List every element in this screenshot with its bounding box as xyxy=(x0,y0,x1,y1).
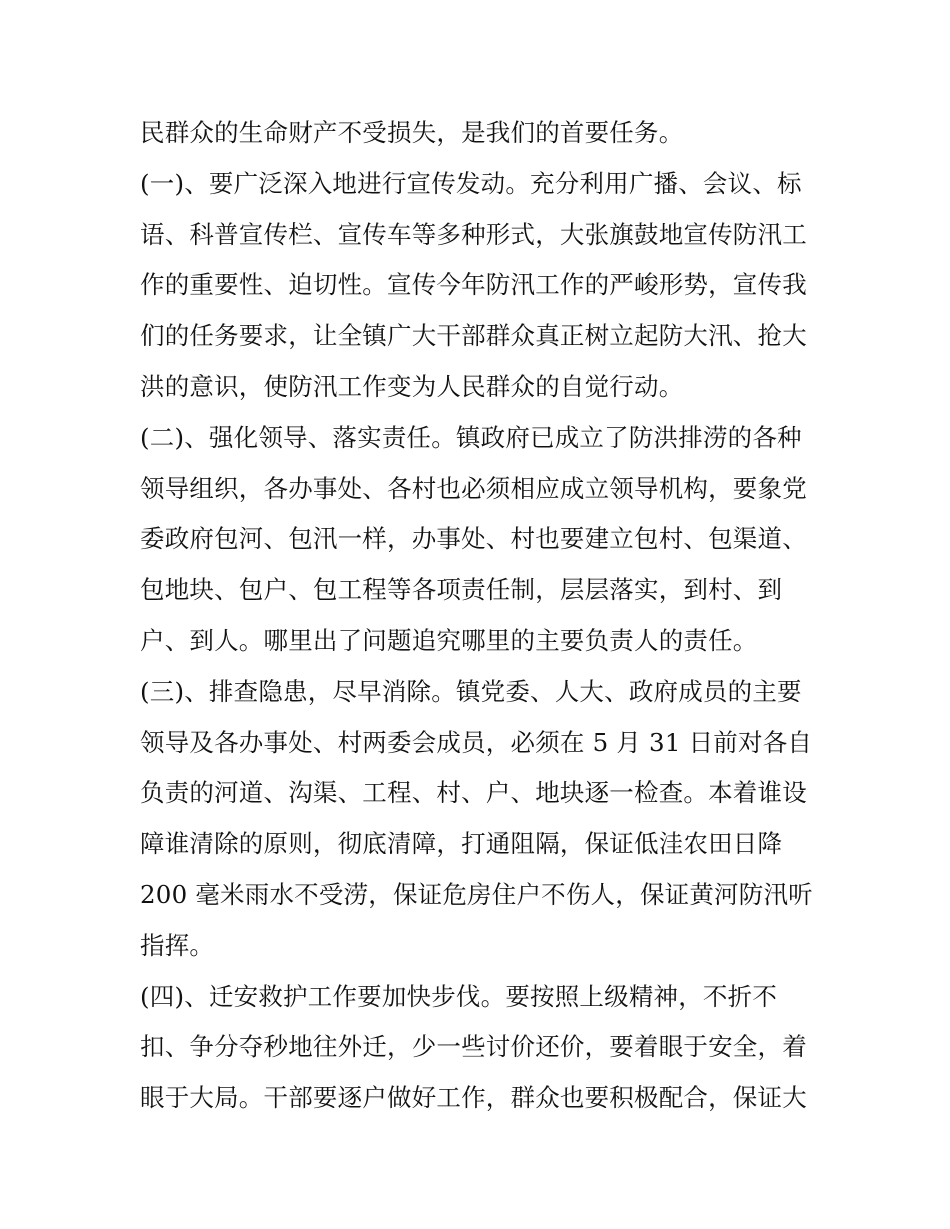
text-line: 眼于大局。干部要逐户做好工作，群众也要积极配合，保证大 xyxy=(140,1083,807,1113)
document-body xyxy=(140,108,820,1124)
text-line: 民群众的生命财产不受损失，是我们的首要任务。 xyxy=(140,118,684,147)
text-line: (四)、迁安救护工作要加快步伐。要按照上级精神，不折不 xyxy=(140,981,778,1011)
text-line: 委政府包河、包汛一样，办事处、村也要建立包村、包渠道、 xyxy=(140,524,807,554)
text-line: 洪的意识，使防汛工作变为人民群众的自觉行动。 xyxy=(140,371,684,401)
text-line: 指挥。 xyxy=(140,930,215,960)
text-line: 领导组织，各办事处、各村也必须相应成立领导机构，要象党 xyxy=(140,473,807,503)
text-line: 们的任务要求，让全镇广大干部群众真正树立起防大汛、抢大 xyxy=(140,321,807,351)
text-line: (三)、排查隐患，尽早消除。镇党委、人大、政府成员的主要 xyxy=(140,676,802,706)
text-line: 200 毫米雨水不受涝，保证危房住户不伤人，保证黄河防汛听 xyxy=(140,879,813,909)
text-line: 负责的河道、沟渠、工程、村、户、地块逐一检查。本着谁设 xyxy=(140,778,807,808)
text-line: 作的重要性、迫切性。宣传今年防汛工作的严峻形势，宣传我 xyxy=(140,270,807,300)
text-line: 障谁清除的原则，彻底清障，打通阻隔，保证低洼农田日降 xyxy=(140,829,783,859)
text-line: 扣、争分夺秒地往外迁，少一些讨价还价，要着眼于安全，着 xyxy=(140,1032,807,1062)
text-line: (一)、要广泛深入地进行宣传发动。充分利用广播、会议、标 xyxy=(140,168,802,198)
text-line: 户、到人。哪里出了问题追究哪里的主要负责人的责任。 xyxy=(140,625,758,655)
text-line: 包地块、包户、包工程等各项责任制，层层落实，到村、到 xyxy=(140,575,783,605)
text-line: (二)、强化领导、落实责任。镇政府已成立了防洪排涝的各种 xyxy=(140,422,802,452)
text-line: 语、科普宣传栏、宣传车等多种形式，大张旗鼓地宣传防汛工 xyxy=(140,219,807,249)
text-line: 领导及各办事处、村两委会成员，必须在 5 月 31 日前对各自 xyxy=(140,727,813,757)
